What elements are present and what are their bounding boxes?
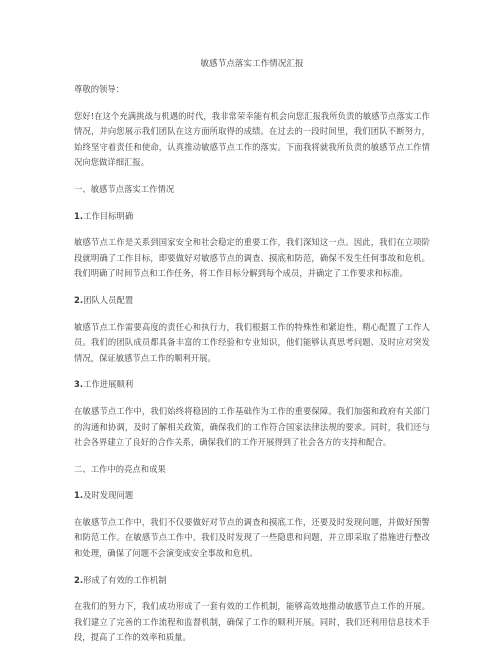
subheading-text: 形成了有效的工作机制 xyxy=(83,574,167,585)
section-heading-1: 一、敏感节点落实工作情况 xyxy=(74,183,175,194)
subheading-number: 1. xyxy=(74,210,84,221)
subheading-text: 工作进展顺利 xyxy=(83,379,134,390)
document-page xyxy=(74,58,430,646)
subheading-1-1 xyxy=(74,209,430,225)
subheading-1-3 xyxy=(74,377,430,393)
paragraph-2-2: 在我们的努力下，我们成功形成了一套有效的工作机制，能够高效地推动敏感节点工作的开展。我们建立了完善的工作流程和监督机制，确保了工作的顺利开展。同时，我们还利用信息技术手段，提高了工作的效率和质量。 xyxy=(74,601,430,643)
subheading-text: 团队人员配置 xyxy=(83,294,134,305)
document-title: 敏感节点落实工作情况汇报 xyxy=(200,59,304,69)
subheading-1-2 xyxy=(74,293,430,309)
subheading-number: 2. xyxy=(74,574,84,585)
paragraph-2-1: 在敏感节点工作中，我们不仅要做好对节点的调查和摸底工作，还要及时发现问题，并做好预警和防范工作。在敏感节点工作中，我们及时发现了一些隐患和问题，并立即采取了措施进行整改和处理，确保了问题不会演变成安全事故和危机。 xyxy=(74,516,430,559)
salutation: 尊敬的领导： xyxy=(74,84,125,94)
paragraph-1-2: 敏感节点工作需要高度的责任心和执行力，我们根据工作的特殊性和紧迫性，精心配置了工作人员。我们的团队成员都具备丰富的工作经验和专业知识，他们能够认真思考问题、及时应对突发情况，保证敏感节点工作的顺利开展。 xyxy=(74,321,430,363)
subheading-number: 2. xyxy=(74,294,84,305)
paragraph-1-3: 在敏感节点工作中，我们始终将稳固的工作基础作为工作的重要保障。我们加强和政府有关部门的沟通和协调，及时了解相关政策，确保我们的工作符合国家法律法规的要求。同时，我们还与社会各界建立了良好的合作关系，确保我们的工作开展得到了社会各方的支持和配合。 xyxy=(74,405,430,448)
intro-paragraph: 您好!在这个充满挑战与机遇的时代，我非常荣幸能有机会向您汇报我所负责的敏感节点落实工作情况，并向您展示我们团队在这方面所取得的成绩。在过去的一段时间里，我们团队不断努力，始终坚守着责任和使命，认真推动敏感节点工作的落实。下面我将就我所负责的敏感节点工作情况向您做详细汇报。 xyxy=(74,110,430,168)
subheading-text: 及时发现问题 xyxy=(83,490,134,501)
section-heading-2: 二、工作中的亮点和成果 xyxy=(74,463,166,474)
subheading-number: 3. xyxy=(74,379,84,390)
subheading-2-1 xyxy=(74,488,430,504)
subheading-text: 工作目标明确 xyxy=(83,210,134,221)
subheading-number: 1. xyxy=(74,490,84,501)
paragraph-1-1: 敏感节点工作是关系到国家安全和社会稳定的重要工作，我们深知这一点。因此，我们在立项阶段就明确了工作目标，即要做好对敏感节点的调查、摸底和防范，确保不发生任何事故和危机。我们明确了时间节点和工作任务，将工作目标分解到每个成员，并确定了工作要求和标准。 xyxy=(74,237,430,279)
subheading-2-2 xyxy=(74,573,430,589)
